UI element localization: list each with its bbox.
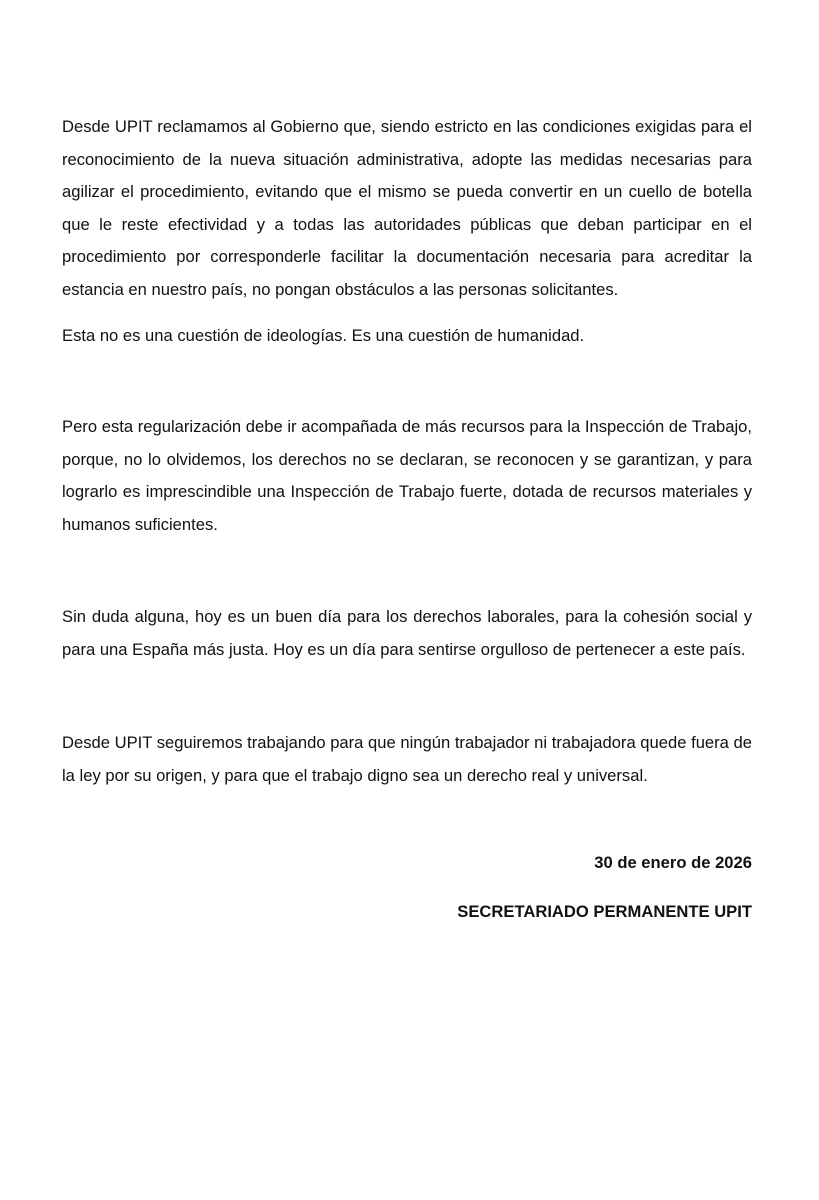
paragraph-commitment: Desde UPIT seguiremos trabajando para que ningún trabajador ni trabajadora quede fuera de la ley por su origen, y para que el trabajo digno sea un derecho real y universal. [62,733,752,785]
paragraph-labor-inspection: Pero esta regularización debe ir acompañada de más recursos para la Inspección de Trabajo, porque, no lo olvidemos, los derechos no se declaran, se reconocen y se garantizan, y para lograrlo es imprescindible una Inspección de Trabajo fuerte, dotada de recursos materiales y humanos suficientes. [62,417,752,534]
paragraph-humanity: Esta no es una cuestión de ideologías. Es una cuestión de humanidad. [62,326,585,345]
paragraph-government-demand: Desde UPIT reclamamos al Gobierno que, siendo estricto en las condiciones exigidas para el reconocimiento de la nueva situación administrativa, adopte las medidas necesarias para agilizar el procedimiento, evitando que el mismo se pueda convertir en un cuello de botella que le reste efectividad y a todas las autoridades públicas que deban participar en el procedimiento por corresponderle facilitar la documentación necesaria para acreditar la estancia en nuestro país, no pongan obstáculos a las personas solicitantes. [62,117,752,299]
paragraph-good-day: Sin duda alguna, hoy es un buen día para los derechos laborales, para la cohesión social y para una España más justa. Hoy es un día para sentirse orgulloso de pertenecer a este país. [62,607,752,659]
document-date: 30 de enero de 2026 [594,853,752,872]
document-signer: SECRETARIADO PERMANENTE UPIT [457,902,752,921]
